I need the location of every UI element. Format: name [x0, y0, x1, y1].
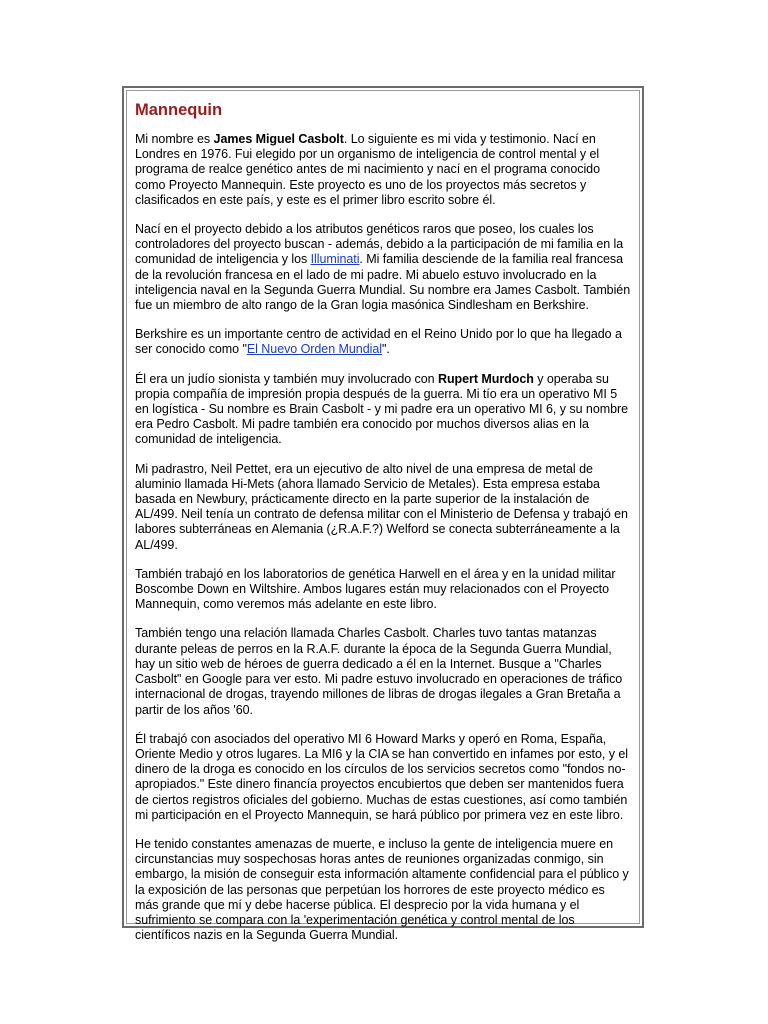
author-name: James Miguel Casbolt	[213, 132, 344, 146]
illuminati-link[interactable]: Illuminati	[310, 252, 360, 267]
nuevo-orden-mundial-link[interactable]: El Nuevo Orden Mundial	[246, 342, 382, 357]
document-frame	[122, 86, 644, 943]
paragraph-1	[135, 132, 631, 208]
paragraph-7: También tengo una relación llamada Charles Casbolt. Charles tuvo tantas matanzas durante peleas de perros en la R.A.F. durante la época de la Segunda Guerra Mundial, hay un sitio web de héroes de guerra dedicado a él en la Internet. Busque a "Charles Casbolt" en Google para ver esto. Mi padre estuvo involucrado en operaciones de tráfico internacional de drogas, trayendo millones de libras de drogas ilegales a Gran Bretaña a partir de los años '60.	[135, 626, 623, 717]
paragraph-1-text-b: . Lo siguiente es mi vida y testimonio. Nací en Londres en 1976. Fui elegido por un organismo de inteligencia de control mental y el programa de realce genético antes de mi nacimiento y nací en el programa conocido como Proyecto Mannequin. Este proyecto es uno de los proyectos más secretos y clasificados en este país, y este es el primer libro escrito sobre él.	[135, 132, 600, 207]
page-title: Mannequin	[135, 101, 223, 119]
paragraph-3-text-b: ".	[381, 342, 390, 357]
document-content	[126, 90, 640, 943]
paragraph-4	[135, 372, 631, 448]
paragraph-4-text-a: Él era un judío sionista y también muy involucrado con	[135, 371, 438, 386]
paragraph-8: Él trabajó con asociados del operativo MI 6 Howard Marks y operó en Roma, España, Oriente Medio y otros lugares. La MI6 y la CIA se han convertido en infames por esto, y el dinero de la droga es conocido en los círculos de los servicios secretos como "fondos no-apropiados." Este dinero financía proyectos encubiertos que deben ser mantenidos fuera de ciertos registros oficiales del gobierno. Muchas de estas cuestiones, así como también mi participación en el Proyecto Mannequin, se hará público por primera vez en este libro.	[135, 731, 628, 822]
paragraph-2-text-a: Nací en el proyecto debido a los atributos genéticos raros que poseo, los cuales los controladores del proyecto buscan - además, debido a la participación de mi familia en la comunidad de inteligencia y los	[135, 222, 624, 267]
paragraph-1-text-a: Mi nombre es	[135, 132, 214, 146]
rupert-murdoch-name: Rupert Murdoch	[437, 371, 534, 386]
paragraph-9: He tenido constantes amenazas de muerte, e incluso la gente de inteligencia muere en circunstancias muy sospechosas horas antes de reuniones organizadas conmigo, sin embargo, la misión de conseguir esta información altamente confidencial para el público y la exposición de las personas que perpetúan los horrores de este proyecto médico es más grande que mí y debe hacerse pública. El desprecio por la vida humana y el sufrimiento se compara con la 'experimentación genética y control mental de los científicos nazis en la Segunda Guerra Mundial.	[135, 836, 629, 943]
paragraph-3-text-a: Berkshire es un importante centro de actividad en el Reino Unido por lo que ha llegado a ser conocido como "	[135, 327, 622, 357]
paragraph-4-text-b: y operaba su propia compañía de impresión propia después de la guerra. Mi tío era un operativo MI 5 en logística - Su nombre es Brain Casbolt - y mi padre era un operativo MI 6, y su nombre era Pedro Casbolt. Mi padre también era conocido por muchos diversos alias en la comunidad de inteligencia.	[135, 371, 629, 447]
paragraph-2	[135, 222, 631, 313]
paragraph-2-text-b: . Mi familia desciende de la familia real francesa de la revolución francesa en el lado de mi padre. Mi abuelo estuvo involucrado en la inteligencia naval en la Segunda Guerra Mundial. Su nombre era James Casbolt. También fue un miembro de alto rango de la Gran logia masónica Sindlesham en Berkshire.	[135, 252, 631, 313]
paragraph-3	[135, 327, 631, 357]
paragraph-6: También trabajó en los laboratorios de genética Harwell en el área y en la unidad militar Boscombe Down en Wiltshire. Ambos lugares están muy relacionados con el Proyecto Mannequin, como veremos más adelante en este libro.	[135, 566, 616, 612]
paragraph-5: Mi padrastro, Neil Pettet, era un ejecutivo de alto nivel de una empresa de metal de aluminio llamada Hi-Mets (ahora llamado Servicio de Metales). Esta empresa estaba basada en Newbury, prácticamente directo en la parte superior de la instalación de AL/499. Neil tenía un contrato de defensa militar con el Ministerio de Defensa y trabajó en labores subterráneas en Alemania (¿R.A.F.?) Welford se conecta subterráneamente a la AL/499.	[135, 461, 628, 552]
